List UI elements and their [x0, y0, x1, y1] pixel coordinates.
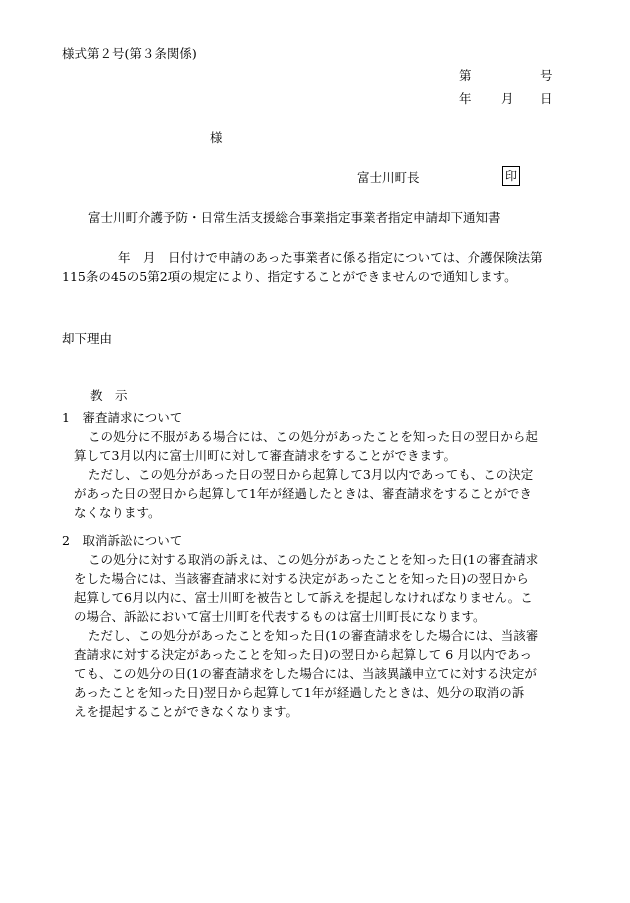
- text-line: ただし、この処分があった日の翌日から起算して3月以内であっても、この決定: [88, 467, 534, 482]
- text-line: この処分に対する取消の訴えは、この処分があったことを知った日(1の審査請求: [88, 552, 539, 567]
- section1-text: [62, 427, 562, 522]
- section2-heading: 2 取消訴訟について: [62, 533, 183, 548]
- text-line: 起算して6月以内に、富士川町を被告として訴えを提起しなければなりません。こ: [74, 590, 533, 605]
- addressee: 様: [210, 130, 223, 145]
- seal-mark: 印: [502, 166, 520, 186]
- text-line: この処分に不服がある場合には、この処分があったことを知った日の翌日から起: [88, 429, 538, 444]
- text-line: えを提起することができなくなります。: [74, 704, 299, 719]
- text-line: の場合、訴訟において富士川町を代表するものは富士川町長になります。: [74, 609, 486, 624]
- text-line: があった日の翌日から起算して1年が経過したときは、審査請求をすることができ: [74, 486, 532, 501]
- body-line: 年 月 日付けで申請のあった事業者に係る指定については、介護保険法第: [118, 250, 543, 265]
- rejection-reason-label: 却下理由: [62, 331, 113, 346]
- text-line: をした場合には、当該審査請求に対する決定があったことを知った日)の翌日から: [74, 571, 529, 586]
- body-paragraph: [62, 248, 562, 286]
- instruction-heading: 教 示: [90, 388, 128, 403]
- section2-text: [62, 550, 562, 721]
- text-line: 査請求に対する決定があったことを知った日)の翌日から起算して 6 月以内であっ: [74, 647, 533, 662]
- date-day: 日: [540, 91, 553, 106]
- doc-number-prefix: 第: [459, 68, 472, 83]
- text-line: 算して3月以内に富士川町に対して審査請求をすることができます。: [74, 448, 456, 463]
- text-line: ても、この処分の日(1の審査請求をした場合には、当該異議申立てに対する決定が: [74, 666, 537, 681]
- date-year: 年: [459, 91, 472, 106]
- text-line: あったことを知った日)翌日から起算して1年が経過したときは、処分の取消の訴: [74, 685, 525, 700]
- date-month: 月: [501, 91, 514, 106]
- sender-name: 富士川町長: [357, 170, 420, 185]
- section1-heading: 1 審査請求について: [62, 410, 183, 425]
- form-number: 様式第２号(第３条関係): [62, 46, 197, 61]
- doc-number-suffix: 号: [540, 68, 553, 83]
- text-line: なくなります。: [74, 505, 161, 520]
- text-line: ただし、この処分があったことを知った日(1の審査請求をした場合には、当該審: [88, 628, 539, 643]
- document-title: 富士川町介護予防・日常生活支援総合事業指定事業者指定申請却下通知書: [88, 210, 501, 225]
- body-line: 115条の45の5第2項の規定により、指定することができませんので通知します。: [62, 269, 517, 284]
